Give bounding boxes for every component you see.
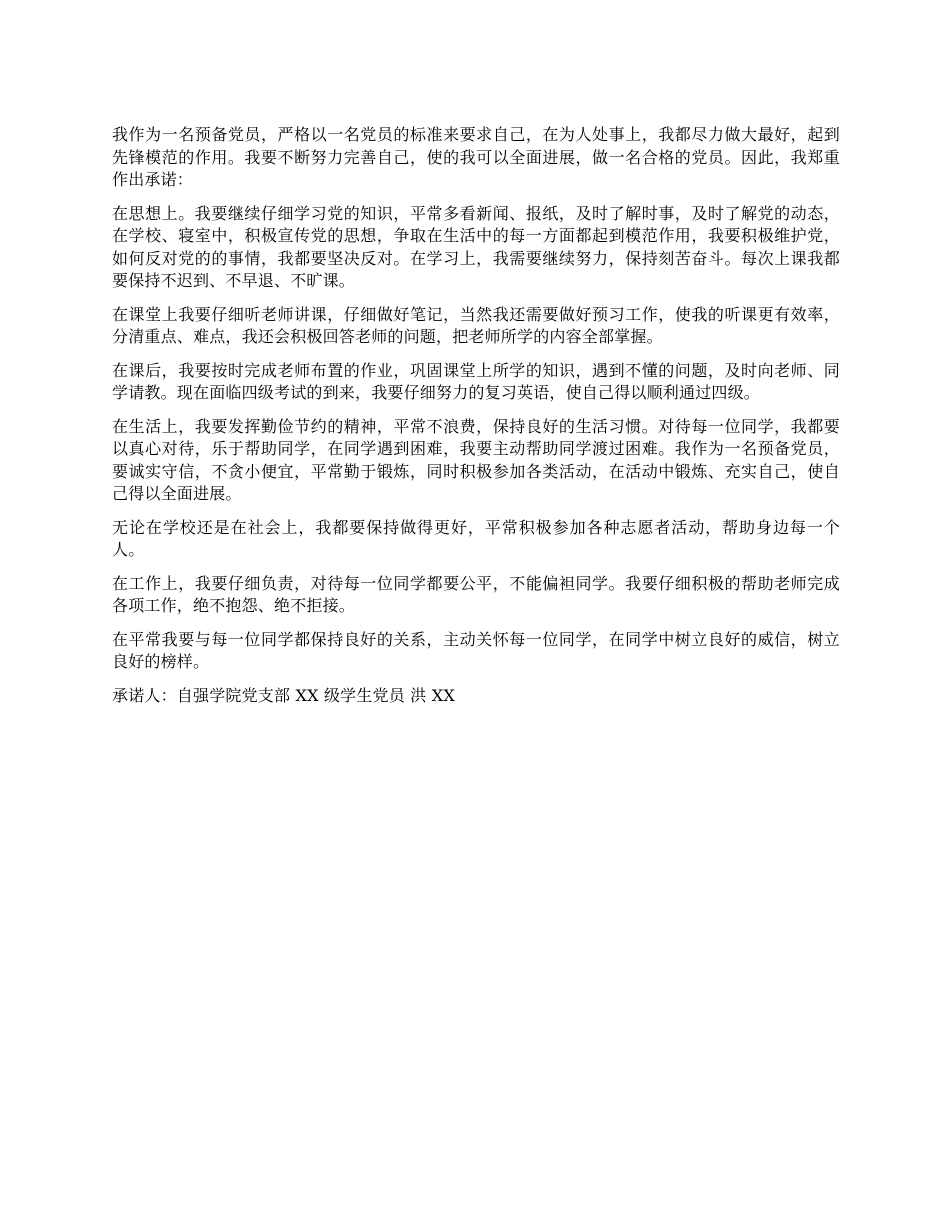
paragraph-work: 在工作上，我要仔细负责，对待每一位同学都要公平，不能偏袒同学。我要仔细积极的帮助老师完成各项工作，绝不抱怨、绝不拒接。 [112,573,840,615]
document-body [112,124,840,718]
paragraph-life: 在生活上，我要发挥勤俭节约的精神，平常不浪费，保持良好的生活习惯。对待每一位同学，我都要以真心对待，乐于帮助同学，在同学遇到困难，我要主动帮助同学渡过困难。我作为一名预备党员，要诚实守信，不贪小便宜，平常勤于锻炼，同时积极参加各类活动，在活动中锻炼、充实自己，使自己得以全面进展。 [112,416,840,503]
paragraph-society: 无论在学校还是在社会上，我都要保持做得更好，平常积极参加各种志愿者活动，帮助身边每一个人。 [112,517,840,559]
paragraph-thought: 在思想上。我要继续仔细学习党的知识，平常多看新闻、报纸，及时了解时事，及时了解党的动态，在学校、寝室中，积极宣传党的思想，争取在生活中的每一方面都起到模范作用，我要积极维护党，如何反对党的的事情，我都要坚决反对。在学习上，我需要继续努力，保持刻苦奋斗。每次上课我都要保持不迟到、不早退、不旷课。 [112,203,840,290]
paragraph-after-class: 在课后，我要按时完成老师布置的作业，巩固课堂上所学的知识，遇到不懂的问题，及时向老师、同学请教。现在面临四级考试的到来，我要仔细努力的复习英语，使自己得以顺利通过四级。 [112,360,840,402]
paragraph-intro: 我作为一名预备党员，严格以一名党员的标准来要求自己，在为人处事上，我都尽力做大最好，起到先锋模范的作用。我要不断努力完善自己，使的我可以全面进展，做一名合格的党员。因此，我郑重作出承诺： [112,125,840,189]
paragraph-classroom: 在课堂上我要仔细听老师讲课，仔细做好笔记，当然我还需要做好预习工作，使我的听课更有效率，分清重点、难点，我还会积极回答老师的问题，把老师所学的内容全部掌握。 [112,304,840,346]
signature-line: 承诺人：自强学院党支部 XX 级学生党员 洪 XX [112,685,455,705]
paragraph-relations: 在平常我要与每一位同学都保持良好的关系，主动关怀每一位同学，在同学中树立良好的威信，树立良好的榜样。 [112,629,840,671]
